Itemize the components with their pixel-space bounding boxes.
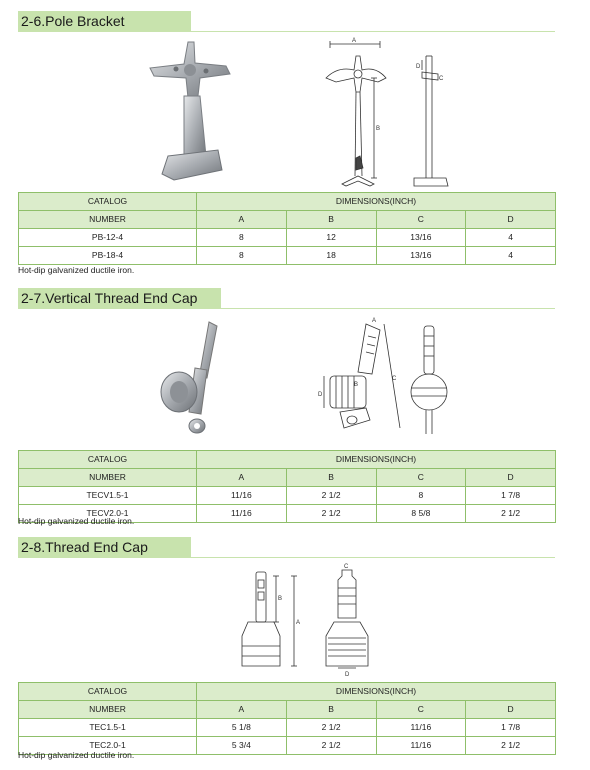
section-title-thread-end-cap: 2-8.Thread End Cap xyxy=(18,537,191,558)
dim-d: 2 1/2 xyxy=(466,737,556,755)
col-c-header: C xyxy=(376,469,466,487)
col-c-header: C xyxy=(376,211,466,229)
vertical-end-cap-photo xyxy=(155,318,225,438)
spec-table-thread-end-cap xyxy=(18,682,556,755)
number-header: NUMBER xyxy=(19,701,197,719)
dimensions-header: DIMENSIONS(INCH) xyxy=(197,683,556,701)
dim-label-b: B xyxy=(376,126,381,132)
material-note: Hot-dip galvanized ductile iron. xyxy=(18,750,135,760)
dim-b: 2 1/2 xyxy=(286,719,376,737)
dim-b: 18 xyxy=(286,247,376,265)
section-title-pole-bracket: 2-6.Pole Bracket xyxy=(18,11,191,32)
col-a-header: A xyxy=(197,211,287,229)
dim-b: 2 1/2 xyxy=(286,487,376,505)
dim-d: 2 1/2 xyxy=(466,505,556,523)
dim-c: 13/16 xyxy=(376,229,466,247)
dim-label-c: C xyxy=(439,76,444,82)
number-header: NUMBER xyxy=(19,469,197,487)
dim-a: 8 xyxy=(197,229,287,247)
catalog-number: TECV2.0-1 xyxy=(19,505,197,523)
dim-label-b: B xyxy=(354,382,359,388)
dim-d: 4 xyxy=(466,247,556,265)
col-b-header: B xyxy=(286,469,376,487)
pole-bracket-drawing xyxy=(318,36,468,190)
dim-b: 2 1/2 xyxy=(286,505,376,523)
section-divider xyxy=(18,557,555,558)
dim-label-d: D xyxy=(345,672,350,678)
dim-label-d: D xyxy=(318,392,323,398)
catalog-number: TEC2.0-1 xyxy=(19,737,197,755)
section-divider xyxy=(18,308,555,309)
col-a-header: A xyxy=(197,469,287,487)
dim-label-d: D xyxy=(416,64,421,70)
dim-a: 5 1/8 xyxy=(197,719,287,737)
dim-label-b: B xyxy=(278,596,283,602)
dim-label-c: C xyxy=(392,376,397,382)
catalog-header: CATALOG xyxy=(19,451,197,469)
table-row xyxy=(19,487,556,505)
pole-bracket-photo xyxy=(140,38,235,188)
dim-a: 5 3/4 xyxy=(197,737,287,755)
dim-a: 11/16 xyxy=(197,487,287,505)
catalog-number: TEC1.5-1 xyxy=(19,719,197,737)
dim-label-a: A xyxy=(352,38,357,44)
thread-end-cap-drawing xyxy=(228,562,388,678)
vertical-end-cap-drawing xyxy=(310,316,470,444)
col-b-header: B xyxy=(286,211,376,229)
col-d-header: D xyxy=(466,701,556,719)
col-d-header: D xyxy=(466,469,556,487)
dim-c: 8 5/8 xyxy=(376,505,466,523)
dim-c: 11/16 xyxy=(376,719,466,737)
col-a-header: A xyxy=(197,701,287,719)
spec-table-pole-bracket xyxy=(18,192,556,265)
material-note: Hot-dip galvanized ductile iron. xyxy=(18,516,135,526)
dim-c: 13/16 xyxy=(376,247,466,265)
section-divider xyxy=(18,31,555,32)
dim-d: 1 7/8 xyxy=(466,487,556,505)
dim-a: 11/16 xyxy=(197,505,287,523)
dim-b: 12 xyxy=(286,229,376,247)
dim-label-a: A xyxy=(372,318,377,324)
table-row xyxy=(19,229,556,247)
section-title-vertical-thread-end-cap: 2-7.Vertical Thread End Cap xyxy=(18,288,221,309)
catalog-header: CATALOG xyxy=(19,193,197,211)
dim-c: 11/16 xyxy=(376,737,466,755)
dim-c: 8 xyxy=(376,487,466,505)
table-row xyxy=(19,247,556,265)
table-row xyxy=(19,719,556,737)
dim-b: 2 1/2 xyxy=(286,737,376,755)
dim-label-c: C xyxy=(344,564,349,570)
catalog-header: CATALOG xyxy=(19,683,197,701)
dimensions-header: DIMENSIONS(INCH) xyxy=(197,451,556,469)
number-header: NUMBER xyxy=(19,211,197,229)
dim-d: 4 xyxy=(466,229,556,247)
dim-d: 1 7/8 xyxy=(466,719,556,737)
dim-label-a: A xyxy=(296,620,301,626)
dimensions-header: DIMENSIONS(INCH) xyxy=(197,193,556,211)
catalog-number: TECV1.5-1 xyxy=(19,487,197,505)
catalog-number: PB-12-4 xyxy=(19,229,197,247)
col-d-header: D xyxy=(466,211,556,229)
col-b-header: B xyxy=(286,701,376,719)
col-c-header: C xyxy=(376,701,466,719)
catalog-number: PB-18-4 xyxy=(19,247,197,265)
dim-a: 8 xyxy=(197,247,287,265)
spec-table-vertical-thread-end-cap xyxy=(18,450,556,523)
material-note: Hot-dip galvanized ductile iron. xyxy=(18,265,135,275)
